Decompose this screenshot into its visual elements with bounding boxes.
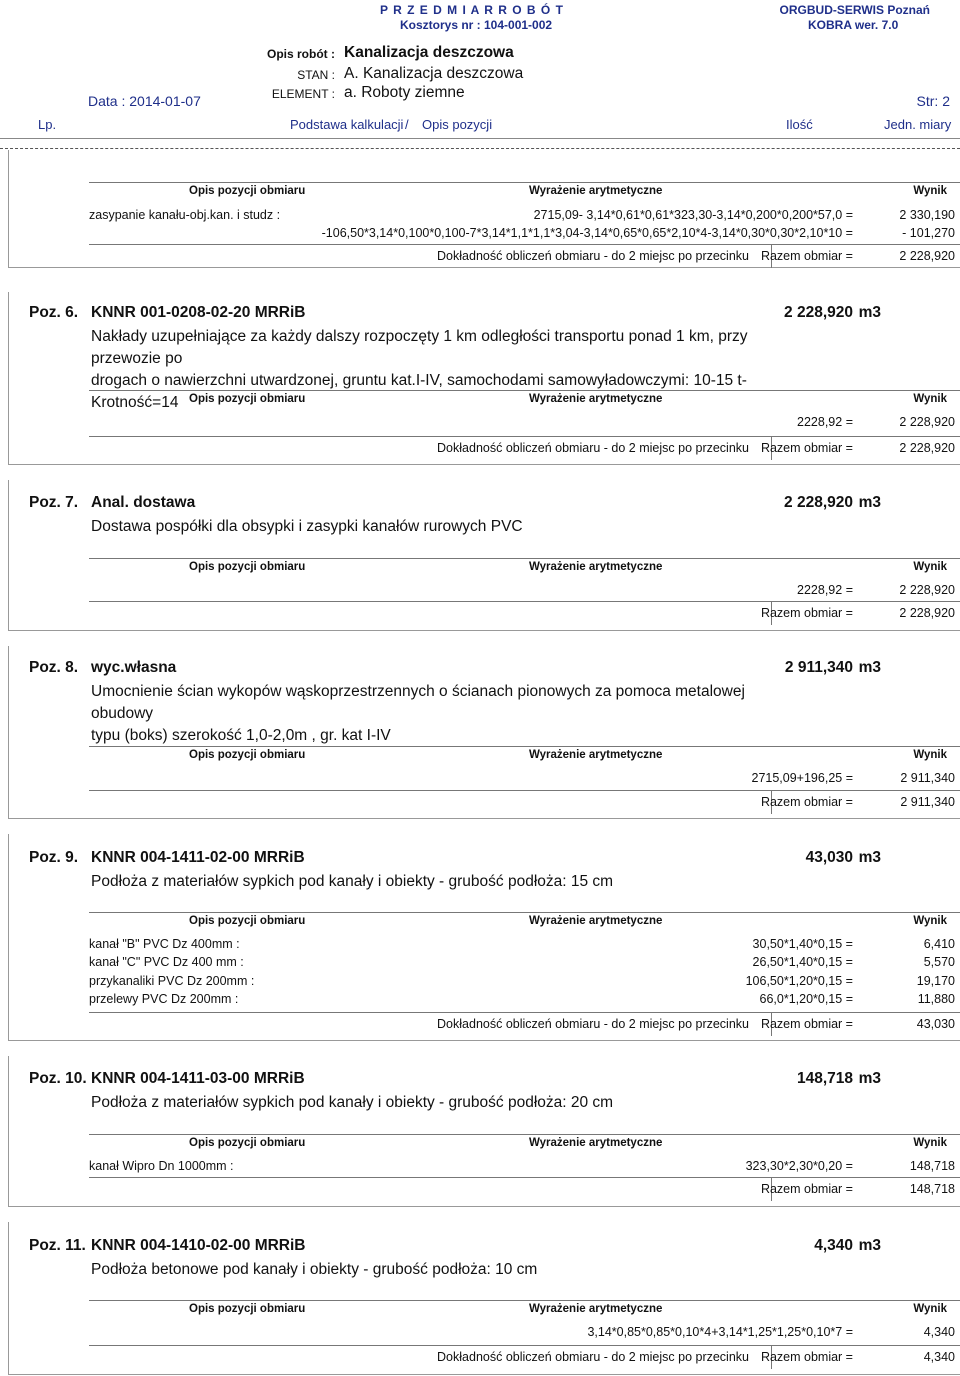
position-number: Poz. 10. [29, 1070, 87, 1087]
position-quantity: 2 228,920 [784, 494, 853, 511]
element-label: ELEMENT : [271, 87, 335, 101]
position-number: Poz. 7. [29, 494, 79, 511]
accuracy-note: Dokładność obliczeń obmiaru - do 2 miejsc po przecinku [437, 1350, 749, 1364]
razem-label: Razem obmiar = [760, 606, 853, 620]
measure-row [89, 1158, 960, 1176]
measure-header [89, 1134, 960, 1152]
position-8 [8, 646, 960, 819]
razem-label: Razem obmiar = [760, 1350, 853, 1364]
mhead-opis: Opis pozycji obmiaru [189, 749, 306, 761]
description-line: Podłoża z materiałów sypkich pod kanały i obiekty - grubość podłoża: 20 cm [91, 1094, 614, 1111]
position-description [91, 871, 791, 893]
company-name: ORGBUD-SERWIS Poznań [779, 3, 930, 17]
total-row [89, 1012, 960, 1037]
measure-row [89, 225, 960, 243]
col-podstawa: Podstawa kalkulacji [290, 117, 404, 132]
measure-row [89, 991, 960, 1009]
measure-label: kanał "C" PVC Dz 400 mm : [89, 955, 244, 969]
position-unit: m3 [858, 1070, 881, 1087]
position-title [29, 849, 881, 871]
col-lp: Lp. [38, 117, 57, 132]
description-line: Podłoża betonowe pod kanały i obiekty - grubość podłoża: 10 cm [91, 1261, 538, 1278]
col-ilosc: Ilość [786, 117, 813, 132]
measure-label: kanał "B" PVC Dz 400mm : [89, 937, 240, 951]
measure-result: 6,410 [923, 937, 955, 951]
position-number: Poz. 8. [29, 659, 79, 676]
mhead-wyrazenie: Wyrażenie arytmetyczne [529, 1303, 663, 1315]
position-code: wyc.własna [91, 659, 177, 676]
measure-result: 2 911,340 [900, 771, 955, 785]
header-rule [0, 138, 960, 139]
measure-header [89, 558, 960, 576]
position-quantity: 2 228,920 [784, 304, 853, 321]
total-row [89, 601, 960, 626]
mhead-opis: Opis pozycji obmiaru [189, 561, 306, 573]
mhead-wyrazenie: Wyrażenie arytmetyczne [529, 393, 663, 405]
position-code: Anal. dostawa [91, 494, 196, 511]
measure-expression: 3,14*0,85*0,85*0,10*4+3,14*1,25*1,25*0,10*7 = [587, 1325, 853, 1339]
total-row [89, 436, 960, 461]
position-number: Poz. 9. [29, 849, 79, 866]
razem-label: Razem obmiar = [760, 795, 853, 809]
measure-row [89, 207, 960, 225]
position-description [91, 516, 791, 538]
col-slash: / [405, 117, 409, 132]
position-title [29, 659, 881, 681]
razem-value: 2 228,920 [899, 249, 955, 263]
document-header [0, 0, 960, 160]
measure-row [89, 770, 960, 788]
position-code: KNNR 001-0208-02-20 MRRiB [91, 304, 306, 321]
measure-header [89, 390, 960, 408]
doc-title: P R Z E D M I A R R O B Ó T [380, 3, 564, 17]
mhead-wynik: Wynik [913, 1137, 947, 1149]
measure-expression: 2715,09+196,25 = [751, 771, 853, 785]
position-number: Poz. 6. [29, 304, 79, 321]
position-code: KNNR 004-1411-02-00 MRRiB [91, 849, 305, 866]
stan-value: A. Kanalizacja deszczowa [344, 65, 524, 82]
measure-row [89, 1324, 960, 1342]
measure-result: 148,718 [909, 1159, 955, 1173]
measure-label: przykanaliki PVC Dz 200mm : [89, 974, 255, 988]
mhead-wynik: Wynik [913, 915, 947, 927]
mhead-wynik: Wynik [913, 749, 947, 761]
description-line: typu (boks) szerokość 1,0-2,0m , gr. kat I-IV [91, 727, 391, 744]
position-description [91, 1259, 791, 1281]
measure-label: przelewy PVC Dz 200mm : [89, 992, 239, 1006]
description-line: Nakłady uzupełniające za każdy dalszy rozpoczęty 1 km odległości transportu ponad 1 km, przy przewozie po [91, 328, 748, 367]
position-title [29, 304, 881, 326]
position-quantity: 4,340 [814, 1237, 853, 1254]
measure-result: 2 330,190 [899, 208, 955, 222]
mhead-wyrazenie: Wyrażenie arytmetyczne [529, 749, 663, 761]
total-row [89, 244, 960, 269]
razem-value: 43,030 [916, 1017, 955, 1031]
opis-robot-label: Opis robót : [267, 47, 335, 61]
position-unit: m3 [858, 1237, 881, 1254]
measure-result: 19,170 [916, 974, 955, 988]
position-title [29, 1237, 881, 1259]
mhead-wyrazenie: Wyrażenie arytmetyczne [529, 185, 663, 197]
measure-result: 5,570 [923, 955, 955, 969]
measure-expression: 2715,09- 3,14*0,61*0,61*323,30-3,14*0,200*0,200*57,0 = [533, 208, 853, 222]
accuracy-note: Dokładność obliczeń obmiaru - do 2 miejsc po przecinku [437, 1017, 749, 1031]
description-line: Umocnienie ścian wykopów wąskoprzestrzennych o ścianach pionowych za pomoca metalowej obudowy [91, 683, 745, 722]
opis-robot-value: Kanalizacja deszczowa [344, 44, 514, 61]
position-code: KNNR 004-1411-03-00 MRRiB [91, 1070, 305, 1087]
measure-result: 2 228,920 [899, 415, 955, 429]
measure-row [89, 414, 960, 432]
position-description [91, 681, 811, 747]
element-value: a. Roboty ziemne [344, 84, 465, 101]
measure-result: - 101,270 [902, 226, 955, 240]
position-code: KNNR 004-1410-02-00 MRRiB [91, 1237, 306, 1254]
razem-value: 2 911,340 [900, 795, 955, 809]
measure-expression: 106,50*1,20*0,15 = [745, 974, 853, 988]
measure-expression: 2228,92 = [797, 583, 853, 597]
page-number: Str: 2 [916, 93, 950, 109]
total-row [89, 1345, 960, 1370]
position-10 [8, 1056, 960, 1207]
measure-row [89, 973, 960, 991]
accuracy-note: Dokładność obliczeń obmiaru - do 2 miejsc po przecinku [437, 249, 749, 263]
mhead-wyrazenie: Wyrażenie arytmetyczne [529, 1137, 663, 1149]
mhead-wynik: Wynik [913, 1303, 947, 1315]
accuracy-note: Dokładność obliczeń obmiaru - do 2 miejsc po przecinku [437, 441, 749, 455]
mhead-wynik: Wynik [913, 561, 947, 573]
description-line: drogach o nawierzchni utwardzonej, gruntu kat.I-IV, samochodami samowyładowczymi: 10-15 t-Krotność=14 [91, 372, 747, 411]
position-unit: m3 [858, 304, 881, 321]
razem-label: Razem obmiar = [760, 1182, 853, 1196]
mhead-opis: Opis pozycji obmiaru [189, 393, 306, 405]
razem-label: Razem obmiar = [760, 441, 853, 455]
mhead-opis: Opis pozycji obmiaru [189, 185, 306, 197]
measure-header [89, 746, 960, 764]
razem-label: Razem obmiar = [760, 249, 853, 263]
measure-header [89, 1300, 960, 1318]
measure-expression: 66,0*1,20*0,15 = [759, 992, 853, 1006]
measure-result: 2 228,920 [899, 583, 955, 597]
position-title [29, 494, 881, 516]
measure-row [89, 954, 960, 972]
measure-expression: 323,30*2,30*0,20 = [745, 1159, 853, 1173]
razem-value: 148,718 [909, 1182, 955, 1196]
total-row [89, 1177, 960, 1202]
measure-header [89, 912, 960, 930]
position-7 [8, 480, 960, 631]
position-quantity: 43,030 [805, 849, 853, 866]
document-date: Data : 2014-01-07 [88, 93, 201, 109]
measure-label: kanał Wipro Dn 1000mm : [89, 1159, 234, 1173]
position-unit: m3 [858, 849, 881, 866]
total-row [89, 790, 960, 815]
measure-label: zasypanie kanału-obj.kan. i studz : [89, 208, 281, 222]
measure-row [89, 582, 960, 600]
mhead-wyrazenie: Wyrażenie arytmetyczne [529, 561, 663, 573]
description-line: Dostawa pospółki dla obsypki i zasypki kanałów rurowych PVC [91, 518, 523, 535]
measure-expression: 26,50*1,40*0,15 = [752, 955, 853, 969]
position-number: Poz. 11. [29, 1237, 86, 1254]
col-opis: Opis pozycji [422, 117, 493, 132]
measure-result: 11,880 [917, 992, 955, 1006]
measure-header [89, 182, 960, 200]
stan-label: STAN : [297, 68, 335, 82]
mhead-opis: Opis pozycji obmiaru [189, 1303, 306, 1315]
mhead-opis: Opis pozycji obmiaru [189, 915, 306, 927]
mhead-wynik: Wynik [913, 185, 947, 197]
continuation-block [8, 150, 960, 268]
mhead-wynik: Wynik [913, 393, 947, 405]
kosztorys-number: Kosztorys nr : 104-001-002 [400, 18, 553, 32]
position-quantity: 148,718 [796, 1070, 853, 1087]
position-11 [8, 1222, 960, 1375]
position-unit: m3 [858, 659, 881, 676]
mhead-opis: Opis pozycji obmiaru [189, 1137, 306, 1149]
position-quantity: 2 911,340 [784, 659, 853, 676]
razem-value: 2 228,920 [899, 606, 955, 620]
position-title [29, 1070, 881, 1092]
razem-label: Razem obmiar = [760, 1017, 853, 1031]
position-unit: m3 [858, 494, 881, 511]
description-line: Podłoża z materiałów sypkich pod kanały i obiekty - grubość podłoża: 15 cm [91, 873, 614, 890]
razem-value: 2 228,920 [899, 441, 955, 455]
header-dash-rule [0, 148, 960, 149]
position-9 [8, 834, 960, 1041]
razem-value: 4,340 [923, 1350, 955, 1364]
measure-expression: 30,50*1,40*0,15 = [752, 937, 853, 951]
position-6 [8, 292, 960, 465]
position-description [91, 1092, 791, 1114]
measure-row [89, 936, 960, 954]
program-version: KOBRA wer. 7.0 [808, 18, 899, 32]
measure-expression: -106,50*3,14*0,100*0,100-7*3,14*1,1*1,1*3,04-3,14*0,65*0,65*2,10*4-3,14*0,30*0,30*2,10*10 = [321, 226, 853, 240]
col-jedn: Jedn. miary [884, 117, 952, 132]
measure-result: 4,340 [923, 1325, 955, 1339]
measure-expression: 2228,92 = [797, 415, 853, 429]
mhead-wyrazenie: Wyrażenie arytmetyczne [529, 915, 663, 927]
